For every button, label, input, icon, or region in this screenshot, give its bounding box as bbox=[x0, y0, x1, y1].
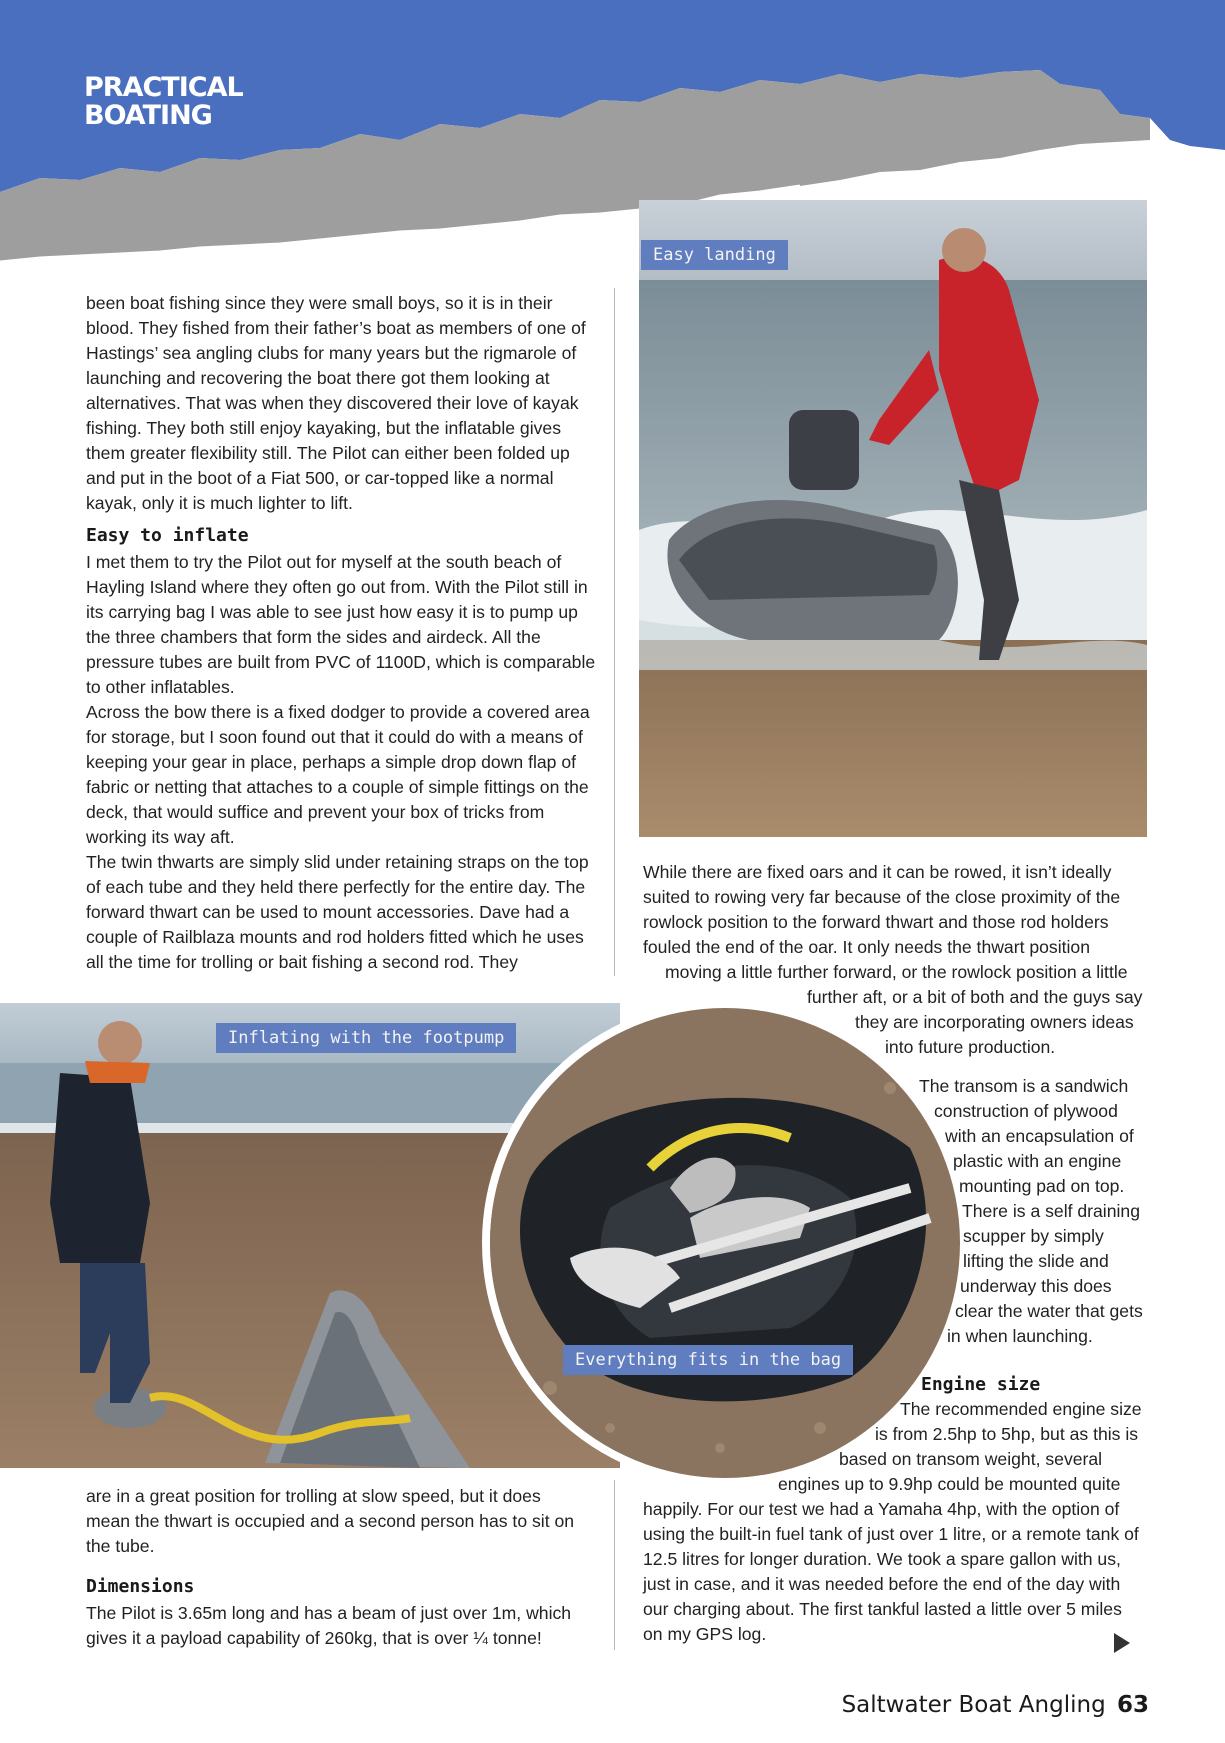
text-line: plastic with an engine bbox=[953, 1151, 1122, 1171]
text-line: is from 2.5hp to 5hp, but as this is bbox=[875, 1424, 1139, 1444]
photo-easy-landing bbox=[639, 200, 1147, 837]
column-2-engine bbox=[643, 1373, 1151, 1647]
text-line: rowlock position to the forward thwart and those rod holders bbox=[643, 912, 1109, 932]
text-line: they are incorporating owners ideas bbox=[855, 1012, 1134, 1032]
text-line: happily. For our test we had a Yamaha 4hp, with the option of bbox=[643, 1499, 1120, 1519]
paragraph: The Pilot is 3.65m long and has a beam of just over 1m, which gives it a payload capability of 260kg, that is over ¼ tonne! bbox=[86, 1603, 572, 1648]
text-line: using the built-in fuel tank of just over 1 litre, or a remote tank of bbox=[643, 1524, 1139, 1544]
magazine-name: Saltwater Boat Angling bbox=[841, 1692, 1106, 1718]
column-rule bbox=[614, 288, 615, 976]
text-line: into future production. bbox=[885, 1037, 1056, 1057]
text-line: with an encapsulation of bbox=[945, 1126, 1134, 1146]
text-line: While there are fixed oars and it can be rowed, it isn’t ideally bbox=[643, 862, 1112, 882]
text-line: construction of plywood bbox=[934, 1101, 1118, 1121]
heading-easy-to-inflate: Easy to inflate bbox=[86, 525, 249, 546]
text-line: The recommended engine size bbox=[900, 1399, 1142, 1419]
caption-bag: Everything fits in the bag bbox=[563, 1345, 853, 1375]
caption-footpump: Inflating with the footpump bbox=[216, 1023, 516, 1053]
text-line: just in case, and it was needed before the end of the day with bbox=[643, 1574, 1121, 1594]
text-line: moving a little further forward, or the rowlock position a little bbox=[665, 962, 1128, 982]
paragraph: I met them to try the Pilot out for myself at the south beach of Hayling Island where they often go out from. With the Pilot still in its carrying bag I was able to see just how easy it is to pump up the three chambers that form the sides and airdeck. All the pressure tubes are built from PVC of 1100D, which is comparable to other inflatables. bbox=[86, 552, 596, 697]
caption-easy-landing: Easy landing bbox=[641, 240, 788, 270]
text-line: mounting pad on top. bbox=[959, 1176, 1125, 1196]
text-line: scupper by simply bbox=[963, 1226, 1104, 1246]
page-footer bbox=[842, 1692, 1149, 1718]
text-line: our charging about. The first tankful lasted a little over 5 miles bbox=[643, 1599, 1122, 1619]
paragraph: The twin thwarts are simply slid under retaining straps on the top of each tube and they held there perfectly for the entire day. The forward thwart can be used to mount accessories. Dave had a couple of Railblaza mounts and rod holders fitted which he uses all the time for trolling or bait fishing a second rod. They bbox=[86, 852, 589, 972]
heading-engine-size: Engine size bbox=[921, 1374, 1041, 1395]
intro-paragraph: been boat fishing since they were small boys, so it is in their blood. They fished from their father’s boat as members of one of Hastings’ sea angling clubs for many years but the rigmarole of launching and recovering the boat there got them looking at alternatives. That was when they discovered their love of kayak fishing. They both still enjoy kayaking, but the inflatable gives them greater flexibility still. The Pilot can either been folded up and put in the boot of a Fiat 500, or car-topped like a normal kayak, only it is much lighter to lift. bbox=[86, 293, 586, 513]
practical-boating-logo: PRACTICAL BOATING bbox=[84, 72, 243, 131]
text-line: in when launching. bbox=[947, 1326, 1093, 1346]
column-2-transom bbox=[900, 1074, 1160, 1349]
column-1-bottom bbox=[86, 1484, 586, 1651]
text-line: on my GPS log. bbox=[643, 1624, 767, 1644]
text-line: 12.5 litres for longer duration. We took a spare gallon with us, bbox=[643, 1549, 1121, 1569]
text-line: further aft, or a bit of both and the guys say bbox=[807, 987, 1143, 1007]
paragraph: Across the bow there is a fixed dodger to provide a covered area for storage, but I soon found out that it could do with a means of keeping your gear in place, perhaps a simple drop down flap of fabric or netting that attaches to a couple of simple fittings on the deck, that would suffice and prevent your box of tricks from working its way aft. bbox=[86, 702, 590, 847]
text-line: clear the water that gets bbox=[955, 1301, 1143, 1321]
paragraph: are in a great position for trolling at slow speed, but it does mean the thwart is occupied and a second person has to sit on the tube. bbox=[86, 1486, 575, 1556]
text-line: based on transom weight, several bbox=[839, 1449, 1103, 1469]
text-line: engines up to 9.9hp could be mounted quite bbox=[778, 1474, 1121, 1494]
text-line: fouled the end of the oar. It only needs the thwart position bbox=[643, 937, 1090, 957]
text-line: underway this does bbox=[960, 1276, 1112, 1296]
text-line: There is a self draining bbox=[962, 1201, 1140, 1221]
column-1-top bbox=[86, 291, 596, 975]
text-line: lifting the slide and bbox=[963, 1251, 1109, 1271]
page-number: 63 bbox=[1116, 1692, 1149, 1718]
heading-dimensions: Dimensions bbox=[86, 1576, 195, 1597]
text-line: suited to rowing very far because of the close proximity of the bbox=[643, 887, 1121, 907]
text-line: The transom is a sandwich bbox=[919, 1076, 1129, 1096]
column-rule bbox=[614, 1480, 615, 1650]
continue-arrow-icon bbox=[1112, 1631, 1132, 1660]
